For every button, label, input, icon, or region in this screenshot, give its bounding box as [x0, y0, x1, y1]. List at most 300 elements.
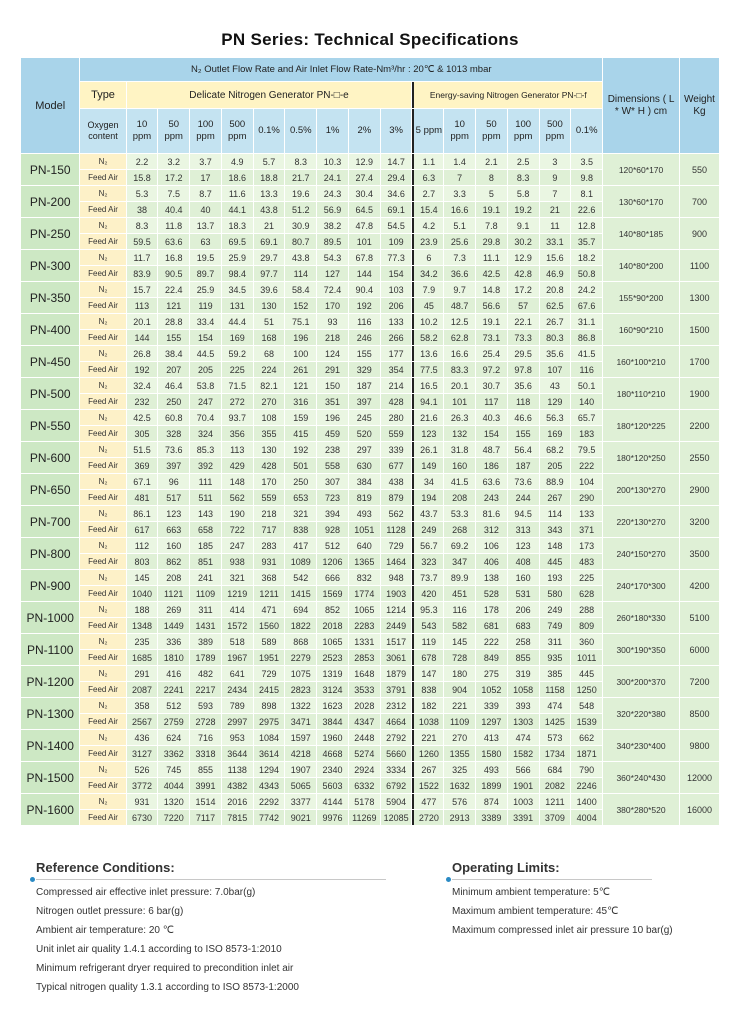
table-row	[21, 666, 719, 681]
feed-air-flow-cell: 11269	[349, 810, 380, 825]
feed-air-flow-cell: 132	[444, 426, 475, 441]
n2-flow-cell: 5.3	[127, 186, 158, 201]
operating-divider	[452, 875, 722, 887]
feed-air-flow-cell: 127	[317, 266, 348, 281]
feed-air-flow-cell: 678	[412, 650, 443, 665]
feed-air-flow-cell: 29.8	[476, 234, 507, 249]
weight-cell: 2200	[680, 410, 719, 441]
oxygen-header-delicate: 10 ppm	[127, 109, 158, 153]
feed-air-flow-cell: 154	[476, 426, 507, 441]
row-label-n2: N₂	[80, 346, 125, 361]
row-label-feed-air: Feed Air	[80, 458, 125, 473]
table-row	[21, 474, 719, 489]
feed-air-flow-cell: 2997	[222, 714, 253, 729]
feed-air-flow-cell: 4343	[254, 778, 285, 793]
n2-flow-cell: 43.7	[412, 506, 443, 521]
feed-air-flow-cell: 29.4	[381, 170, 412, 185]
feed-air-flow-cell: 77.5	[412, 362, 443, 377]
oxygen-header-delicate: 500 ppm	[222, 109, 253, 153]
n2-flow-cell: 2792	[381, 730, 412, 745]
n2-flow-cell: 26.7	[540, 314, 571, 329]
n2-flow-cell: 1879	[381, 666, 412, 681]
feed-air-flow-cell: 246	[349, 330, 380, 345]
model-cell: PN-1500	[21, 762, 79, 793]
n2-flow-cell: 93.7	[222, 410, 253, 425]
feed-air-flow-cell: 1128	[381, 522, 412, 537]
feed-air-flow-cell: 2449	[381, 618, 412, 633]
n2-flow-cell: 931	[127, 794, 158, 809]
n2-flow-cell: 116	[349, 314, 380, 329]
oxygen-header-delicate: 2%	[349, 109, 380, 153]
feed-air-flow-cell: 1109	[444, 714, 475, 729]
row-label-n2: N₂	[80, 698, 125, 713]
feed-air-flow-cell: 347	[444, 554, 475, 569]
weight-cell: 5100	[680, 602, 719, 633]
n2-flow-cell: 358	[127, 698, 158, 713]
n2-flow-cell: 790	[571, 762, 602, 777]
feed-air-flow-cell: 2434	[222, 682, 253, 697]
n2-flow-cell: 30.7	[476, 378, 507, 393]
n2-flow-cell: 745	[158, 762, 189, 777]
n2-flow-cell: 436	[127, 730, 158, 745]
reference-condition-item: Compressed air effective inlet pressure: 7.0bar(g)	[36, 887, 256, 898]
n2-flow-cell: 25.4	[476, 346, 507, 361]
n2-flow-cell: 1294	[254, 762, 285, 777]
n2-flow-cell: 4.2	[412, 218, 443, 233]
n2-flow-cell: 73.7	[412, 570, 443, 585]
feed-air-flow-cell: 408	[508, 554, 539, 569]
model-cell: PN-300	[21, 250, 79, 281]
n2-flow-cell: 1214	[381, 602, 412, 617]
feed-air-flow-cell: 196	[285, 330, 316, 345]
feed-air-flow-cell: 2720	[412, 810, 443, 825]
feed-air-flow-cell: 1303	[508, 714, 539, 729]
feed-air-flow-cell: 24.1	[317, 170, 348, 185]
feed-air-flow-cell: 617	[127, 522, 158, 537]
feed-air-flow-cell: 62.5	[540, 298, 571, 313]
feed-air-flow-cell: 218	[317, 330, 348, 345]
feed-air-flow-cell: 1040	[127, 586, 158, 601]
oxygen-header-delicate: 0.5%	[285, 109, 316, 153]
feed-air-flow-cell: 6332	[349, 778, 380, 793]
n2-flow-cell: 542	[285, 570, 316, 585]
feed-air-flow-cell: 683	[508, 618, 539, 633]
n2-flow-cell: 96	[158, 474, 189, 489]
feed-air-flow-cell: 305	[127, 426, 158, 441]
feed-air-flow-cell: 9976	[317, 810, 348, 825]
feed-air-flow-cell: 152	[285, 298, 316, 313]
feed-air-flow-cell: 1774	[349, 586, 380, 601]
bullet-dot-icon	[30, 877, 35, 882]
n2-flow-cell: 5.8	[508, 186, 539, 201]
n2-flow-cell: 2448	[349, 730, 380, 745]
feed-air-flow-cell: 186	[476, 458, 507, 473]
n2-flow-cell: 666	[317, 570, 348, 585]
feed-air-flow-cell: 1582	[508, 746, 539, 761]
model-cell: PN-150	[21, 154, 79, 185]
dimensions-cell: 200*130*270	[603, 474, 679, 505]
feed-air-flow-cell: 30.2	[508, 234, 539, 249]
weight-cell: 1300	[680, 282, 719, 313]
feed-air-flow-cell: 225	[222, 362, 253, 377]
model-cell: PN-450	[21, 346, 79, 377]
feed-air-flow-cell: 3127	[127, 746, 158, 761]
oxygen-header-energy: 50 ppm	[476, 109, 507, 153]
n2-flow-cell: 493	[476, 762, 507, 777]
feed-air-flow-cell: 9021	[285, 810, 316, 825]
n2-flow-cell: 22.1	[508, 314, 539, 329]
row-label-n2: N₂	[80, 506, 125, 521]
n2-flow-cell: 39.6	[254, 282, 285, 297]
n2-flow-cell: 85.3	[190, 442, 221, 457]
n2-flow-cell: 148	[540, 538, 571, 553]
dimensions-cell: 320*220*380	[603, 698, 679, 729]
table-row	[21, 410, 719, 425]
feed-air-flow-cell: 1260	[412, 746, 443, 761]
feed-air-flow-cell: 63.6	[158, 234, 189, 249]
n2-flow-cell: 53.3	[444, 506, 475, 521]
n2-flow-cell: 247	[222, 538, 253, 553]
dimensions-cell: 160*100*210	[603, 346, 679, 377]
n2-flow-cell: 589	[254, 634, 285, 649]
feed-air-flow-cell: 194	[412, 490, 443, 505]
n2-flow-cell: 311	[190, 602, 221, 617]
feed-air-flow-cell: 392	[190, 458, 221, 473]
feed-air-flow-cell: 3318	[190, 746, 221, 761]
n2-flow-cell: 53.8	[190, 378, 221, 393]
n2-flow-cell: 193	[540, 570, 571, 585]
feed-air-flow-cell: 19.1	[476, 202, 507, 217]
n2-flow-cell: 1211	[540, 794, 571, 809]
feed-air-flow-cell: 1903	[381, 586, 412, 601]
feed-air-flow-cell: 3533	[349, 682, 380, 697]
feed-air-flow-cell: 169	[222, 330, 253, 345]
row-label-feed-air: Feed Air	[80, 618, 125, 633]
n2-flow-cell: 832	[349, 570, 380, 585]
feed-air-flow-cell: 86.8	[571, 330, 602, 345]
n2-flow-cell: 35.6	[508, 378, 539, 393]
model-cell: PN-1000	[21, 602, 79, 633]
oxygen-header-energy: 5 ppm	[412, 109, 443, 153]
n2-flow-cell: 86.1	[127, 506, 158, 521]
n2-flow-cell: 116	[444, 602, 475, 617]
table-row	[21, 282, 719, 297]
n2-flow-cell: 16.5	[412, 378, 443, 393]
feed-air-flow-cell: 459	[317, 426, 348, 441]
feed-air-flow-cell: 118	[508, 394, 539, 409]
n2-flow-cell: 245	[349, 410, 380, 425]
feed-air-flow-cell: 1158	[540, 682, 571, 697]
n2-flow-cell: 73.6	[508, 474, 539, 489]
table-row	[21, 730, 719, 745]
feed-air-flow-cell: 46.9	[540, 266, 571, 281]
feed-air-flow-cell: 144	[349, 266, 380, 281]
row-label-feed-air: Feed Air	[80, 234, 125, 249]
n2-flow-cell: 14.7	[381, 154, 412, 169]
feed-air-flow-cell: 101	[444, 394, 475, 409]
feed-air-flow-cell: 1431	[190, 618, 221, 633]
n2-flow-cell: 474	[540, 698, 571, 713]
feed-air-flow-cell: 36.6	[444, 266, 475, 281]
operating-limits-heading: Operating Limits:	[452, 860, 560, 875]
feed-air-flow-cell: 44.1	[222, 202, 253, 217]
n2-flow-cell: 288	[571, 602, 602, 617]
n2-flow-cell: 2.1	[476, 154, 507, 169]
feed-air-flow-cell: 4347	[349, 714, 380, 729]
feed-air-flow-cell: 18.6	[222, 170, 253, 185]
table-row	[21, 538, 719, 553]
n2-flow-cell: 13.7	[190, 218, 221, 233]
feed-air-flow-cell: 69.1	[254, 234, 285, 249]
n2-flow-cell: 325	[444, 762, 475, 777]
feed-air-flow-cell: 324	[190, 426, 221, 441]
delicate-generator-header: Delicate Nitrogen Generator PN-□-e	[127, 82, 412, 108]
n2-flow-cell: 3377	[285, 794, 316, 809]
n2-flow-cell: 19.6	[285, 186, 316, 201]
type-header: Type	[80, 82, 125, 108]
feed-air-flow-cell: 851	[190, 554, 221, 569]
feed-air-flow-cell: 931	[254, 554, 285, 569]
feed-air-flow-cell: 630	[349, 458, 380, 473]
feed-air-flow-cell: 2823	[285, 682, 316, 697]
oxygen-header-delicate: 1%	[317, 109, 348, 153]
n2-flow-cell: 25.9	[190, 282, 221, 297]
n2-flow-cell: 477	[412, 794, 443, 809]
n2-flow-cell: 54.3	[317, 250, 348, 265]
feed-air-flow-cell: 803	[127, 554, 158, 569]
n2-flow-cell: 155	[349, 346, 380, 361]
n2-flow-cell: 3	[540, 154, 571, 169]
n2-flow-cell: 18.3	[222, 218, 253, 233]
feed-air-flow-cell: 149	[412, 458, 443, 473]
row-label-feed-air: Feed Air	[80, 650, 125, 665]
feed-air-flow-cell: 244	[508, 490, 539, 505]
n2-flow-cell: 190	[222, 506, 253, 521]
n2-flow-cell: 417	[285, 538, 316, 553]
n2-flow-cell: 206	[508, 602, 539, 617]
feed-air-flow-cell: 97.7	[254, 266, 285, 281]
dimensions-cell: 140*80*185	[603, 218, 679, 249]
n2-flow-cell: 11	[540, 218, 571, 233]
feed-air-flow-cell: 879	[381, 490, 412, 505]
n2-flow-cell: 241	[190, 570, 221, 585]
oxygen-header-delicate: 100 ppm	[190, 109, 221, 153]
reference-condition-item: Unit inlet air quality 1.4.1 according to ISO 8573-1:2010	[36, 944, 282, 955]
n2-flow-cell: 1597	[285, 730, 316, 745]
n2-flow-cell: 30.4	[349, 186, 380, 201]
n2-flow-cell: 34.5	[222, 282, 253, 297]
feed-air-flow-cell: 232	[127, 394, 158, 409]
weight-cell: 550	[680, 154, 719, 185]
feed-air-flow-cell: 1425	[540, 714, 571, 729]
n2-flow-cell: 70.4	[190, 410, 221, 425]
dimensions-cell: 340*230*400	[603, 730, 679, 761]
n2-flow-cell: 145	[127, 570, 158, 585]
operating-limits-list	[452, 887, 722, 936]
dimensions-cell: 140*80*200	[603, 250, 679, 281]
oxygen-header-energy: 500 ppm	[540, 109, 571, 153]
feed-air-flow-cell: 192	[127, 362, 158, 377]
n2-flow-cell: 1517	[381, 634, 412, 649]
feed-air-flow-cell: 2217	[190, 682, 221, 697]
feed-air-flow-cell: 723	[317, 490, 348, 505]
n2-flow-cell: 111	[190, 474, 221, 489]
feed-air-flow-cell: 113	[127, 298, 158, 313]
n2-flow-cell: 11.6	[222, 186, 253, 201]
n2-flow-cell: 75.1	[285, 314, 316, 329]
n2-flow-cell: 82.1	[254, 378, 285, 393]
feed-air-flow-cell: 155	[508, 426, 539, 441]
feed-air-flow-cell: 1355	[444, 746, 475, 761]
n2-flow-cell: 7	[540, 186, 571, 201]
feed-air-flow-cell: 270	[254, 394, 285, 409]
feed-air-flow-cell: 3391	[508, 810, 539, 825]
n2-flow-cell: 41.5	[571, 346, 602, 361]
n2-flow-cell: 2.5	[508, 154, 539, 169]
row-label-n2: N₂	[80, 602, 125, 617]
n2-flow-cell: 512	[158, 698, 189, 713]
n2-flow-cell: 59.2	[222, 346, 253, 361]
table-row	[21, 218, 719, 233]
feed-air-flow-cell: 855	[508, 650, 539, 665]
operating-limits	[452, 860, 722, 944]
feed-air-flow-cell: 7742	[254, 810, 285, 825]
feed-air-flow-cell: 17	[190, 170, 221, 185]
n2-flow-cell: 79.5	[571, 442, 602, 457]
feed-air-flow-cell: 155	[158, 330, 189, 345]
model-cell: PN-500	[21, 378, 79, 409]
row-label-n2: N₂	[80, 186, 125, 201]
oxygen-header-energy: 0.1%	[571, 109, 602, 153]
n2-flow-cell: 10.3	[317, 154, 348, 169]
n2-flow-cell: 336	[158, 634, 189, 649]
n2-flow-cell: 58.4	[285, 282, 316, 297]
dimensions-cell: 220*130*270	[603, 506, 679, 537]
n2-flow-cell: 35.6	[540, 346, 571, 361]
dimensions-label: Dimensions ( L * W* H ) cm	[607, 93, 675, 117]
feed-air-flow-cell: 356	[222, 426, 253, 441]
feed-air-flow-cell: 838	[412, 682, 443, 697]
feed-air-flow-cell: 371	[571, 522, 602, 537]
feed-air-flow-cell: 3471	[285, 714, 316, 729]
n2-flow-cell: 160	[508, 570, 539, 585]
n2-flow-cell: 953	[222, 730, 253, 745]
n2-flow-cell: 319	[508, 666, 539, 681]
n2-flow-cell: 18.2	[571, 250, 602, 265]
n2-flow-cell: 119	[412, 634, 443, 649]
feed-air-flow-cell: 5660	[381, 746, 412, 761]
n2-flow-cell: 394	[317, 506, 348, 521]
n2-flow-cell: 8.3	[127, 218, 158, 233]
feed-air-flow-cell: 1052	[476, 682, 507, 697]
n2-flow-cell: 4144	[317, 794, 348, 809]
n2-flow-cell: 385	[540, 666, 571, 681]
feed-air-flow-cell: 1348	[127, 618, 158, 633]
feed-air-flow-cell: 27.4	[349, 170, 380, 185]
feed-air-flow-cell: 1967	[222, 650, 253, 665]
model-cell: PN-1300	[21, 698, 79, 729]
n2-flow-cell: 34.6	[381, 186, 412, 201]
n2-flow-cell: 150	[317, 378, 348, 393]
feed-air-flow-cell: 849	[476, 650, 507, 665]
row-label-feed-air: Feed Air	[80, 298, 125, 313]
feed-air-flow-cell: 653	[285, 490, 316, 505]
feed-air-flow-cell: 15.8	[127, 170, 158, 185]
feed-air-flow-cell: 48.7	[444, 298, 475, 313]
n2-flow-cell: 41.5	[444, 474, 475, 489]
row-label-n2: N₂	[80, 762, 125, 777]
feed-air-flow-cell: 123	[412, 426, 443, 441]
feed-air-flow-cell: 420	[412, 586, 443, 601]
row-label-n2: N₂	[80, 410, 125, 425]
n2-flow-cell: 21	[254, 218, 285, 233]
feed-air-flow-cell: 3614	[254, 746, 285, 761]
row-label-feed-air: Feed Air	[80, 330, 125, 345]
n2-flow-cell: 221	[444, 698, 475, 713]
n2-flow-cell: 143	[190, 506, 221, 521]
feed-air-flow-cell: 428	[381, 394, 412, 409]
n2-flow-cell: 624	[158, 730, 189, 745]
feed-air-flow-cell: 3389	[476, 810, 507, 825]
n2-flow-cell: 593	[190, 698, 221, 713]
n2-flow-cell: 112	[127, 538, 158, 553]
feed-air-flow-cell: 1206	[317, 554, 348, 569]
n2-flow-cell: 267	[412, 762, 443, 777]
n2-flow-cell: 5.7	[254, 154, 285, 169]
feed-air-flow-cell: 114	[285, 266, 316, 281]
n2-flow-cell: 7.5	[158, 186, 189, 201]
n2-flow-cell: 12.8	[571, 218, 602, 233]
n2-flow-cell: 14.8	[476, 282, 507, 297]
feed-air-flow-cell: 628	[571, 586, 602, 601]
n2-flow-cell: 8.1	[571, 186, 602, 201]
n2-flow-cell: 1084	[254, 730, 285, 745]
feed-air-flow-cell: 170	[317, 298, 348, 313]
n2-flow-cell: 548	[571, 698, 602, 713]
n2-flow-cell: 19.5	[190, 250, 221, 265]
feed-air-flow-cell: 1211	[254, 586, 285, 601]
n2-flow-cell: 445	[571, 666, 602, 681]
reference-conditions	[36, 860, 396, 1001]
row-label-feed-air: Feed Air	[80, 554, 125, 569]
feed-air-flow-cell: 80.3	[540, 330, 571, 345]
feed-air-flow-cell: 559	[254, 490, 285, 505]
feed-air-flow-cell: 2246	[571, 778, 602, 793]
feed-air-flow-cell: 15.4	[412, 202, 443, 217]
feed-air-flow-cell: 4382	[222, 778, 253, 793]
n2-flow-cell: 15.7	[127, 282, 158, 297]
n2-flow-cell: 684	[540, 762, 571, 777]
weight-cell: 7200	[680, 666, 719, 697]
n2-flow-cell: 31.8	[444, 442, 475, 457]
n2-flow-cell: 1.1	[412, 154, 443, 169]
table-row	[21, 442, 719, 457]
n2-flow-cell: 307	[317, 474, 348, 489]
feed-air-flow-cell: 144	[127, 330, 158, 345]
model-cell: PN-550	[21, 410, 79, 441]
n2-flow-cell: 640	[349, 538, 380, 553]
feed-air-flow-cell: 9	[540, 170, 571, 185]
n2-flow-cell: 573	[540, 730, 571, 745]
n2-flow-cell: 89.9	[444, 570, 475, 585]
feed-air-flow-cell: 1822	[285, 618, 316, 633]
feed-air-flow-cell: 451	[444, 586, 475, 601]
n2-flow-cell: 69.2	[444, 538, 475, 553]
row-label-feed-air: Feed Air	[80, 522, 125, 537]
n2-flow-cell: 20.1	[127, 314, 158, 329]
n2-flow-cell: 178	[476, 602, 507, 617]
n2-flow-cell: 297	[349, 442, 380, 457]
